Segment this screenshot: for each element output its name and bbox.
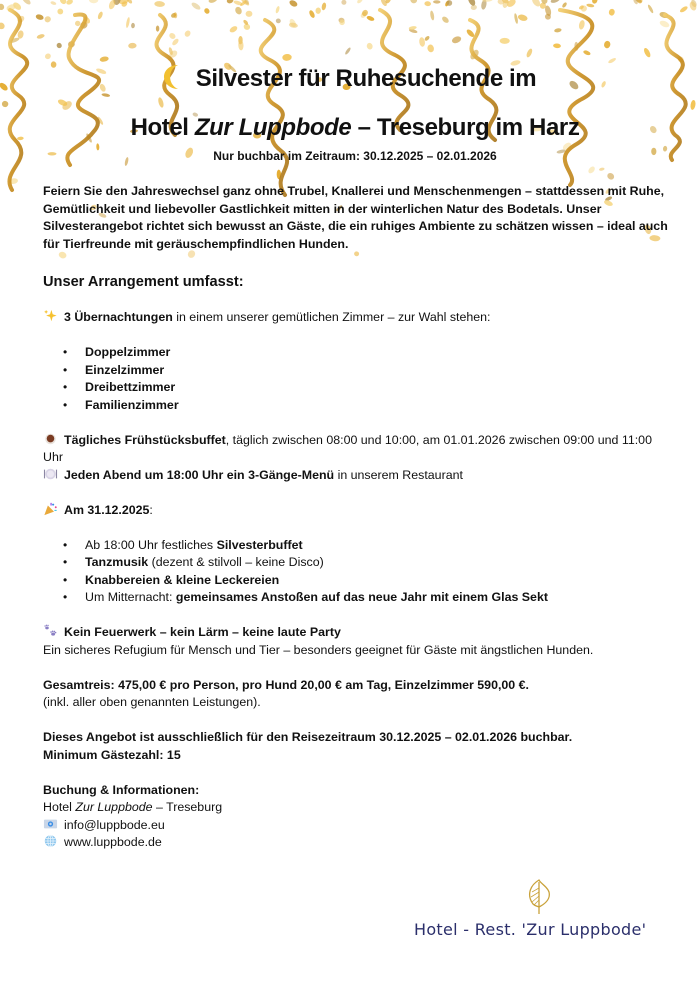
- quiet-bold: Kein Feuerwerk – kein Lärm – keine laute Party: [64, 625, 341, 639]
- room-list: [43, 344, 673, 414]
- contact-hotel: [43, 799, 673, 817]
- breakfast-bold: Tägliches Frühstücksbuffet: [64, 432, 226, 447]
- contact-email-link[interactable]: info@luppbode.eu: [64, 817, 165, 832]
- globe-icon: [43, 834, 58, 848]
- dinner-text: in unserem Restaurant: [334, 467, 463, 482]
- title-hotel-name: Zur Luppbode: [194, 114, 352, 141]
- list-item: [85, 572, 673, 590]
- title-hotel-prefix: Hotel: [130, 114, 195, 141]
- pricing-note: (inkl. aller oben genannten Leistungen).: [43, 695, 261, 709]
- page-title: [0, 64, 700, 93]
- contact-hotel-name: Zur Luppbode: [75, 800, 153, 814]
- contact-email-line: [43, 817, 673, 835]
- breakfast-line: [43, 432, 673, 467]
- coffee-icon: [43, 432, 58, 446]
- item-text: Um Mitternacht:: [85, 590, 176, 604]
- title-line-1: Silvester für Ruhesuchende im: [195, 65, 537, 92]
- item-bold: Silvesterbuffet: [216, 537, 303, 552]
- title-hotel: [0, 114, 700, 142]
- list-item: [85, 537, 673, 555]
- item-bold: Knabbereien & kleine Leckereien: [85, 572, 280, 587]
- room-type: Doppelzimmer: [85, 345, 171, 359]
- subtitle-booking-period: Nur buchbar im Zeitraum: 30.12.2025 – 02.01.2026: [213, 149, 497, 163]
- nights-text: in einem unserer gemütlichen Zimmer – zur Wahl stehen:: [172, 310, 491, 324]
- contact-website-link[interactable]: www.luppbode.de: [64, 835, 162, 849]
- dinner-line: [43, 467, 673, 485]
- paw-prints-icon: [43, 624, 58, 638]
- nye-text: :: [149, 502, 153, 517]
- contact-heading: Buchung & Informationen:: [43, 782, 200, 797]
- new-years-eve-line: [43, 502, 673, 520]
- item-bold: Tanzmusik: [85, 555, 149, 569]
- list-item: [85, 344, 673, 362]
- crescent-moon-icon: [164, 64, 186, 90]
- room-type: Familienzimmer: [85, 397, 179, 412]
- intro-paragraph: Feiern Sie den Jahreswechsel ganz ohne Trubel, Knallerei und Menschenmengen – stattdessen mit Ruhe, Gemütlichkeit und liebevoller Gastlichkeit mitten in der winterlichen Natur des Bodetals. Unser Silvesterangebot richtet sich bewusst an Gäste, die ein ruhiges Ambiente zu schätzen wissen – ideal auch für Tierfreunde mit geräuschempfindlichen Hunden.: [43, 184, 668, 251]
- list-item: [85, 589, 673, 607]
- availability-line: Dieses Angebot ist ausschließlich für den Reisezeitraum 30.12.2025 – 02.01.2026 buchbar.: [43, 730, 573, 744]
- contact-hotel-prefix: Hotel: [43, 800, 76, 814]
- plate-icon: [43, 467, 58, 481]
- title-hotel-suffix: – Treseburg im Harz: [351, 114, 580, 141]
- list-item: [85, 379, 673, 397]
- quiet-line: [43, 624, 673, 642]
- room-type: Einzelzimmer: [85, 362, 165, 377]
- main-content: [43, 183, 673, 852]
- logo-text: Hotel - Rest. 'Zur Luppbode': [414, 920, 647, 939]
- pricing-line: Gesamtreis: 475,00 € pro Person, pro Hund 20,00 € am Tag, Einzelzimmer 590,00 €.: [43, 677, 529, 692]
- list-item: [85, 554, 673, 572]
- nights-line: [43, 309, 673, 327]
- contact-website-line: [43, 834, 673, 852]
- item-text: Ab 18:00 Uhr festliches: [85, 537, 217, 552]
- contact-hotel-suffix: – Treseburg: [152, 800, 223, 814]
- leaf-icon: [525, 878, 553, 916]
- party-popper-icon: [43, 502, 58, 516]
- dinner-bold: Jeden Abend um 18:00 Uhr ein 3-Gänge-Menü: [64, 467, 335, 482]
- room-type: Dreibettzimmer: [85, 380, 176, 394]
- item-bold: gemeinsames Anstoßen auf das neue Jahr mit einem Glas Sekt: [175, 590, 548, 604]
- list-item: [85, 397, 673, 415]
- nye-bold: Am 31.12.2025: [64, 502, 150, 517]
- envelope-icon: [43, 817, 58, 831]
- sparkles-icon: [43, 309, 58, 323]
- nye-list: [43, 537, 673, 607]
- item-text: (dezent & stilvoll – keine Disco): [148, 555, 324, 569]
- nights-bold: 3 Übernachtungen: [64, 310, 173, 324]
- hotel-logo: [410, 878, 660, 939]
- quiet-text: Ein sicheres Refugium für Mensch und Tier – besonders geeignet für Gäste mit ängstlichen Hunden.: [43, 642, 594, 657]
- list-item: [85, 362, 673, 380]
- arrangement-heading: Unser Arrangement umfasst:: [43, 274, 244, 290]
- breakfast-text: , täglich zwischen 08:00 und 10:00, am 01.01.2026 zwischen 09:00 und 11:00 Uhr: [43, 432, 652, 464]
- minimum-guests: Minimum Gästezahl: 15: [43, 747, 181, 762]
